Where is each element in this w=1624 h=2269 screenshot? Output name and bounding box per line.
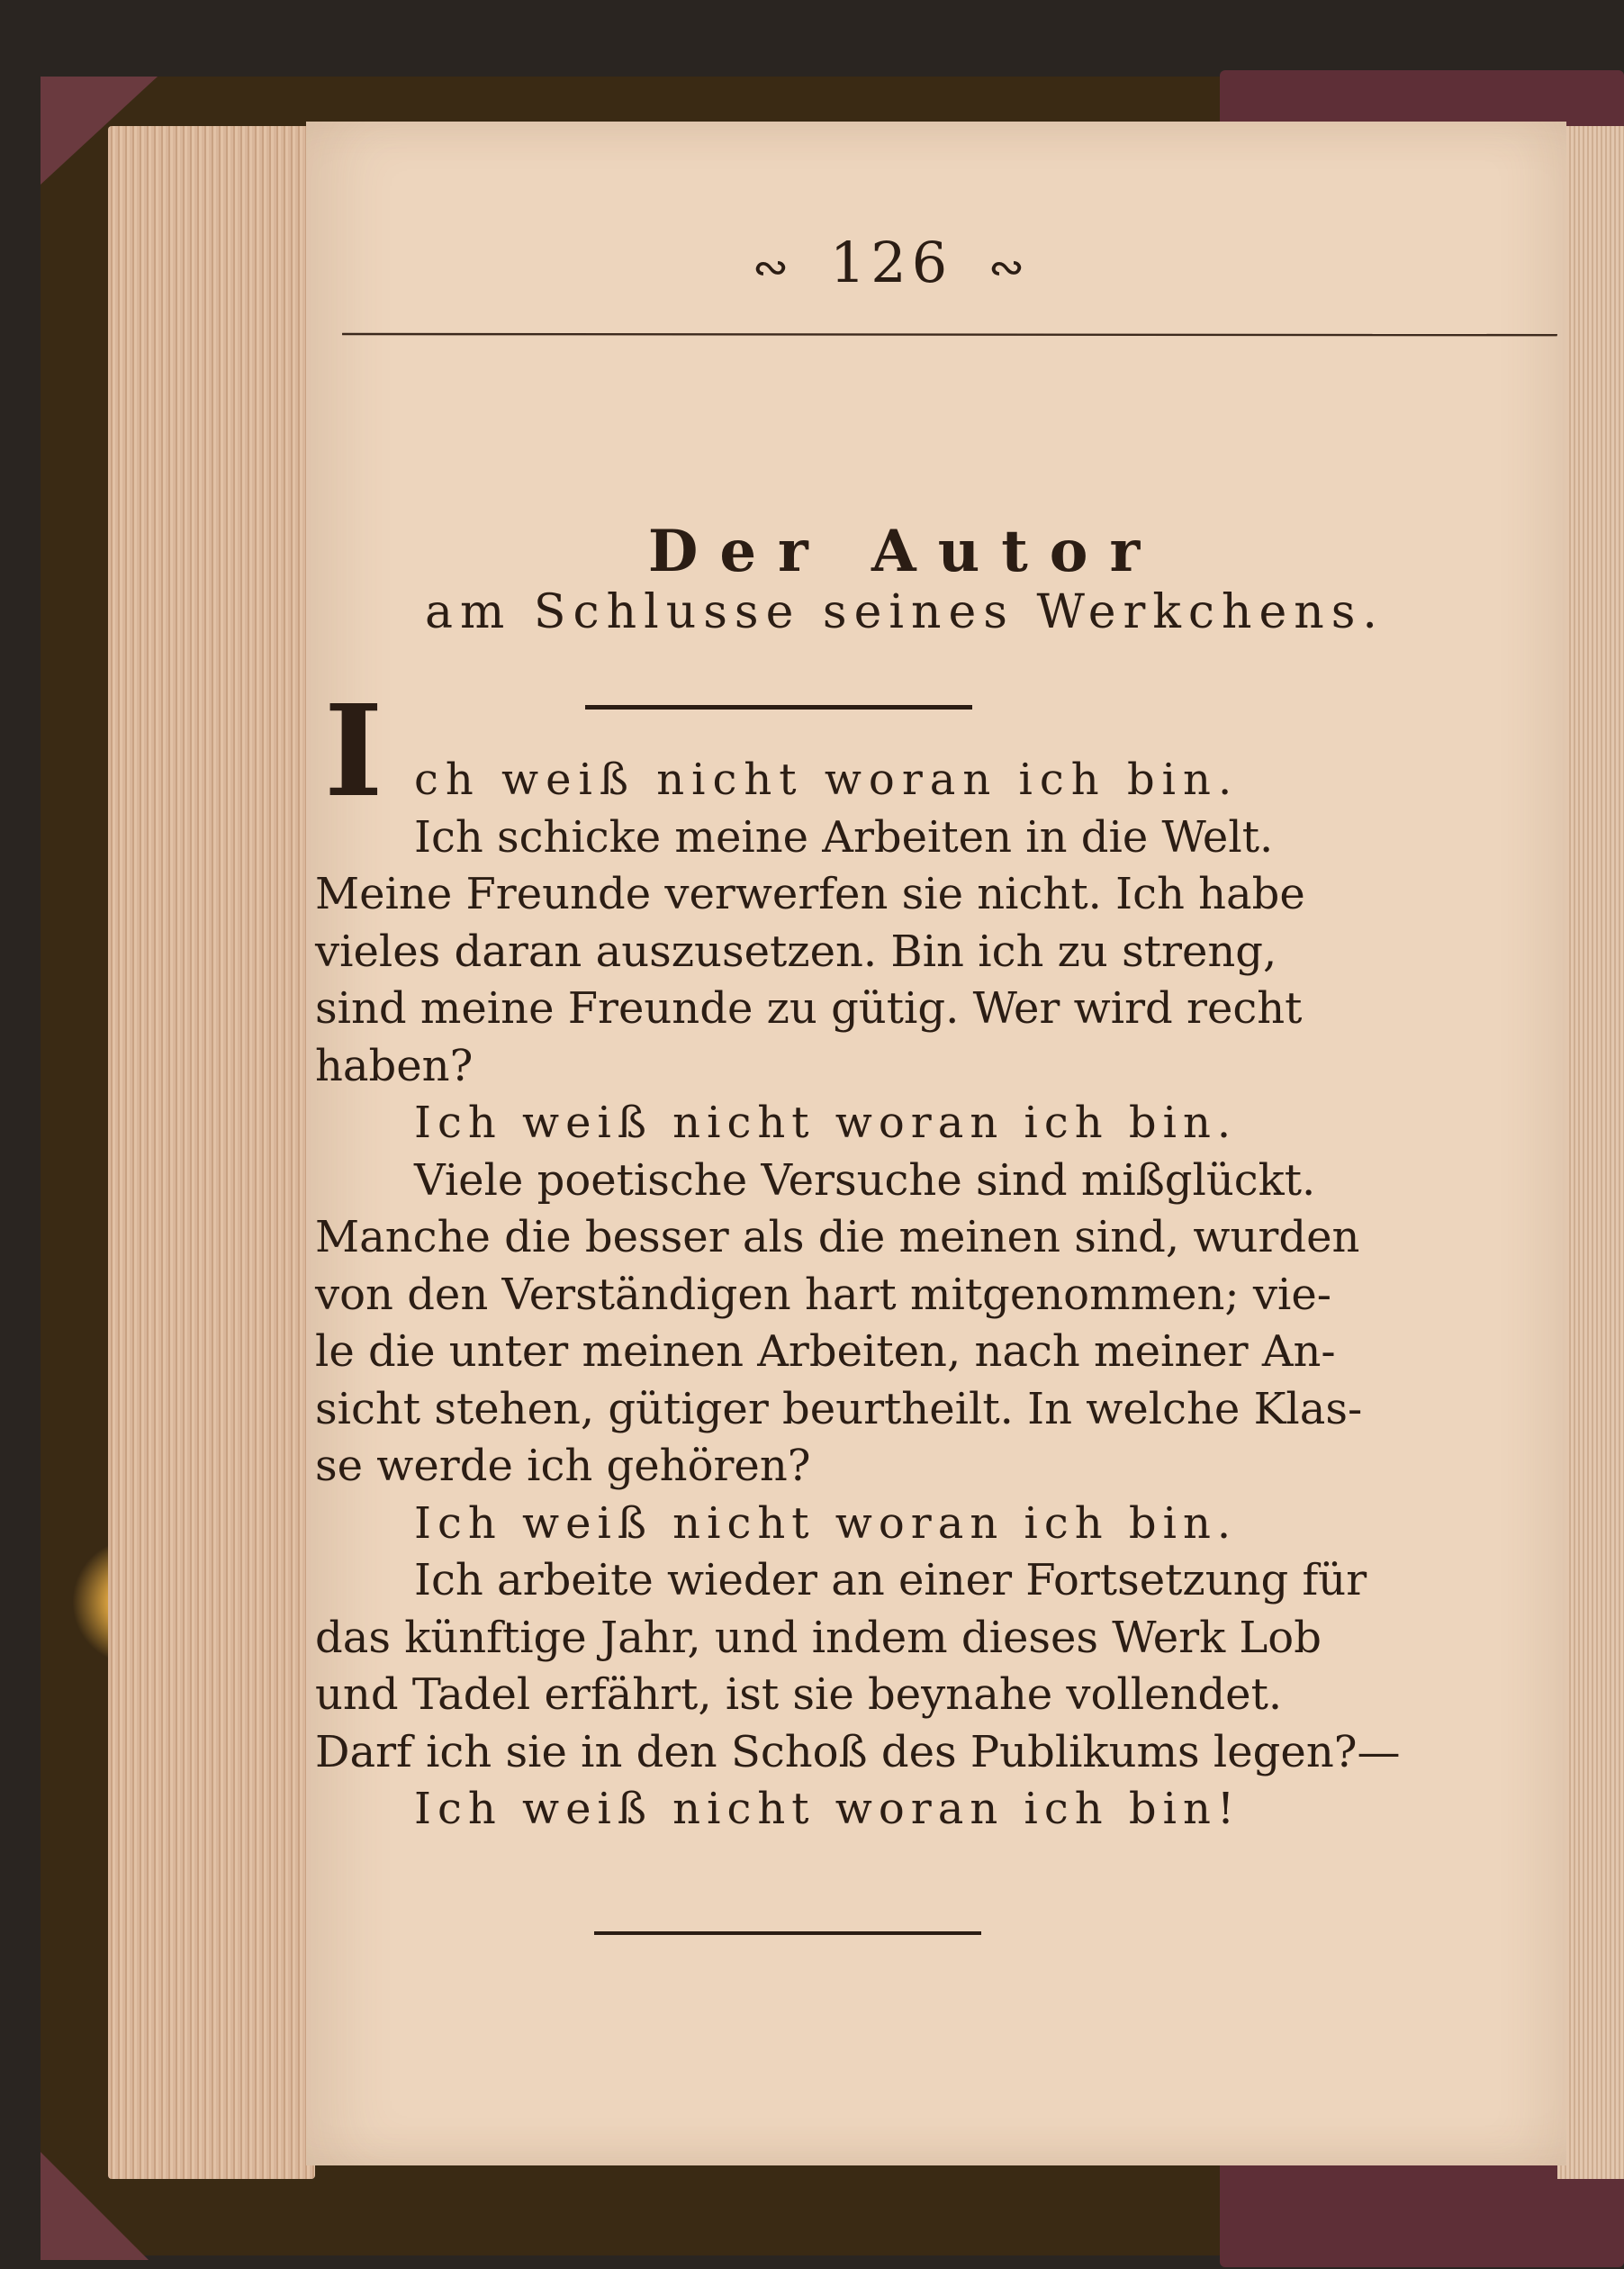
- page-content: [306, 122, 1566, 2165]
- text-line: se werde ich gehören?: [315, 1441, 811, 1491]
- chapter-subtitle: am Schlusse seines Werkchens.: [425, 585, 1385, 639]
- text-line: Darf ich sie in den Schoß des Publikums legen?—: [315, 1726, 1401, 1777]
- page-number: 126: [829, 230, 953, 295]
- end-rule: [594, 1931, 981, 1935]
- drop-cap: I: [324, 678, 391, 826]
- page-edges-right: [1557, 126, 1624, 2179]
- text-line: Manche die besser als die meinen sind, wurden: [315, 1212, 1360, 1262]
- header-rule: [342, 329, 1557, 339]
- ornament-left-icon: ∾: [752, 241, 795, 293]
- text-line: und Tadel erfährt, ist sie beynahe vollendet.: [315, 1669, 1283, 1720]
- ornament-right-icon: ∾: [988, 241, 1031, 293]
- page-header: [306, 230, 1476, 295]
- text-line: haben?: [315, 1040, 474, 1091]
- page-edges-left: [108, 126, 315, 2179]
- text-line: Ich weiß nicht woran ich bin!: [414, 1784, 1241, 1834]
- text-line: sind meine Freunde zu gütig. Wer wird recht: [315, 983, 1303, 1034]
- text-line: vieles daran auszusetzen. Bin ich zu streng,: [315, 926, 1277, 977]
- first-line: [315, 678, 1566, 826]
- text-line: Viele poetische Versuche sind mißglückt.: [414, 1154, 1316, 1206]
- text-line: le die unter meinen Arbeiten, nach meiner An-: [315, 1326, 1336, 1377]
- first-line-text: ch weiß nicht woran ich bin.: [414, 755, 1240, 805]
- text-line: das künftige Jahr, und indem dieses Werk Lob: [315, 1612, 1322, 1663]
- text-line: Meine Freunde verwerfen sie nicht. Ich habe: [315, 869, 1305, 919]
- title-rule: [585, 705, 972, 710]
- book-page: [306, 122, 1566, 2165]
- chapter-title: Der Autor: [647, 518, 1162, 585]
- text-lines: [315, 809, 1566, 1839]
- text-line: Ich schicke meine Arbeiten in die Welt.: [414, 811, 1274, 863]
- text-line: Ich arbeite wieder an einer Fortsetzung für: [414, 1555, 1367, 1605]
- text-line: Ich weiß nicht woran ich bin.: [414, 1497, 1238, 1549]
- text-line: sicht stehen, gütiger beurtheilt. In welche Klas-: [315, 1383, 1363, 1434]
- text-line: von den Verständigen hart mitgenommen; vie-: [315, 1269, 1331, 1320]
- body-text: [315, 678, 1566, 1839]
- text-line: Ich weiß nicht woran ich bin.: [414, 1098, 1238, 1148]
